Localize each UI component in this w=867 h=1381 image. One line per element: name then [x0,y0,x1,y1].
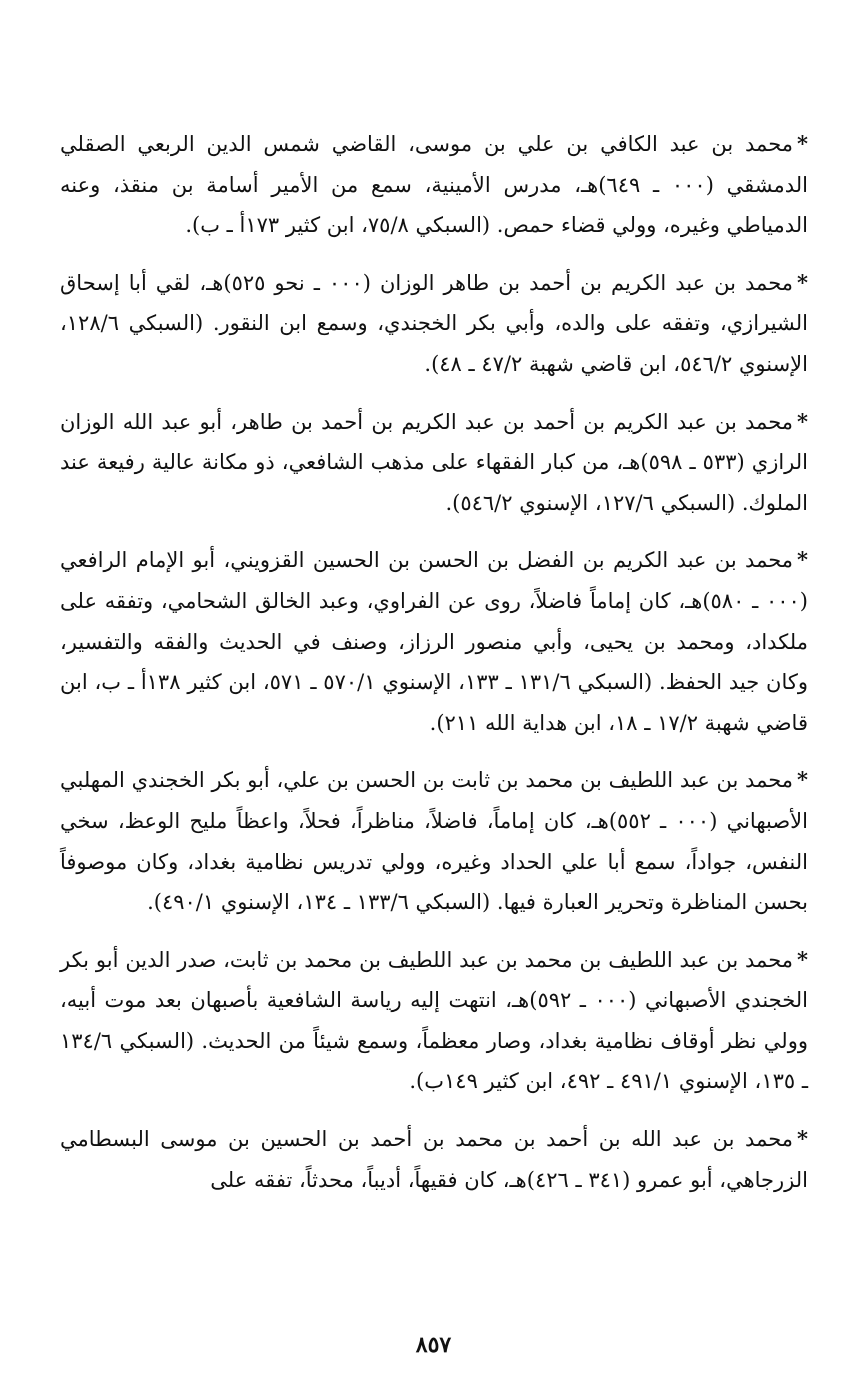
entry-1 [60,124,808,246]
entry-6 [60,940,808,1102]
entry-4 [60,540,808,743]
entry-text: محمد بن عبد الكريم بن الفضل بن الحسن بن الحسين القزويني، أبو الإمام الرافعي (٠٠٠ ـ ٥٨٠)هـ، كان إماماً فاضلاً، روى عن الفراوي، وعبد الخالق الشحامي، وتفقه على ملكداد، ومحمد بن يحيى، وأبي منصور الرزاز، وصنف في الحديث والفقه والتفسير، وكان جيد الحفظ. (السبكي ١٣١/٦ ـ ١٣٣، الإسنوي ٥٧٠/١ ـ ٥٧١، ابن كثير ١٣٨أ ـ ب، ابن قاضي شهبة ١٧/٢ ـ ١٨، ابن هداية الله ٢١١). [60,548,808,735]
entry-marker: * [797,408,808,434]
biography-entries [60,124,808,1217]
entry-text: محمد بن عبد الكافي بن علي بن موسى، القاضي شمس الدين الربعي الصقلي الدمشقي (٠٠٠ ـ ٦٤٩)هـ، مدرس الأمينية، سمع من الأمير أسامة بن منقذ، وعنه الدمياطي وغيره، وولي قضاء حمص. (السبكي ٧٥/٨، ابن كثير ١٧٣أ ـ ب). [60,132,808,238]
entry-7 [60,1119,808,1200]
page-number: ٨٥٧ [415,1332,452,1358]
entry-2 [60,263,808,385]
entry-5 [60,760,808,922]
entry-marker: * [797,767,808,793]
entry-text: محمد بن عبد اللطيف بن محمد بن عبد اللطيف بن محمد بن ثابت، صدر الدين أبو بكر الخجندي الأصبهاني (٠٠٠ ـ ٥٩٢)هـ، انتهت إليه رياسة الشافعية بأصبهان بعد موت أبيه، وولي نظر أوقاف نظامية بغداد، وصار معظماً، وسمع شيئاً من الحديث. (السبكي ١٣٤/٦ ـ ١٣٥، الإسنوي ٤٩١/١ ـ ٤٩٢، ابن كثير ١٤٩ب). [60,947,808,1094]
entry-text: محمد بن عبد الله بن أحمد بن محمد بن أحمد بن الحسين بن موسى البسطامي الزرجاهي، أبو عمرو (٣٤١ ـ ٤٢٦)هـ، كان فقيهاً، أديباً، محدثاً، تفقه على [60,1127,808,1192]
entry-marker: * [797,946,808,972]
entry-3 [60,402,808,524]
entry-text: محمد بن عبد الكريم بن أحمد بن عبد الكريم بن أحمد بن طاهر، أبو عبد الله الوزان الرازي (٥٣٣ ـ ٥٩٨)هـ، من كبار الفقهاء على مذهب الشافعي، ذو مكانة عالية رفيعة عند الملوك. (السبكي ١٢٧/٦، الإسنوي ٥٤٦/٢). [60,409,808,515]
entry-text: محمد بن عبد الكريم بن أحمد بن طاهر الوزان (٠٠٠ ـ نحو ٥٢٥)هـ، لقي أبا إسحاق الشيرازي، وتفقه على والده، وأبي بكر الخجندي، وسمع ابن النقور. (السبكي ١٢٨/٦، الإسنوي ٥٤٦/٢، ابن قاضي شهبة ٤٧/٢ ـ ٤٨). [60,270,808,376]
entry-marker: * [797,1126,808,1152]
entry-marker: * [797,547,808,573]
entry-marker: * [797,269,808,295]
entry-text: محمد بن عبد اللطيف بن محمد بن ثابت بن الحسن بن علي، أبو بكر الخجندي المهلبي الأصبهاني (٠٠٠ ـ ٥٥٢)هـ، كان إماماً، فاضلاً، مناظراً، فحلاً، واعظاً مليح الوعظ، سخي النفس، جواداً، سمع أبا علي الحداد وغيره، وولي تدريس نظامية بغداد، وكان موصوفاً بحسن المناظرة وتحرير العبارة فيها. (السبكي ١٣٣/٦ ـ ١٣٤، الإسنوي ٤٩٠/١). [60,768,808,915]
entry-marker: * [797,131,808,156]
